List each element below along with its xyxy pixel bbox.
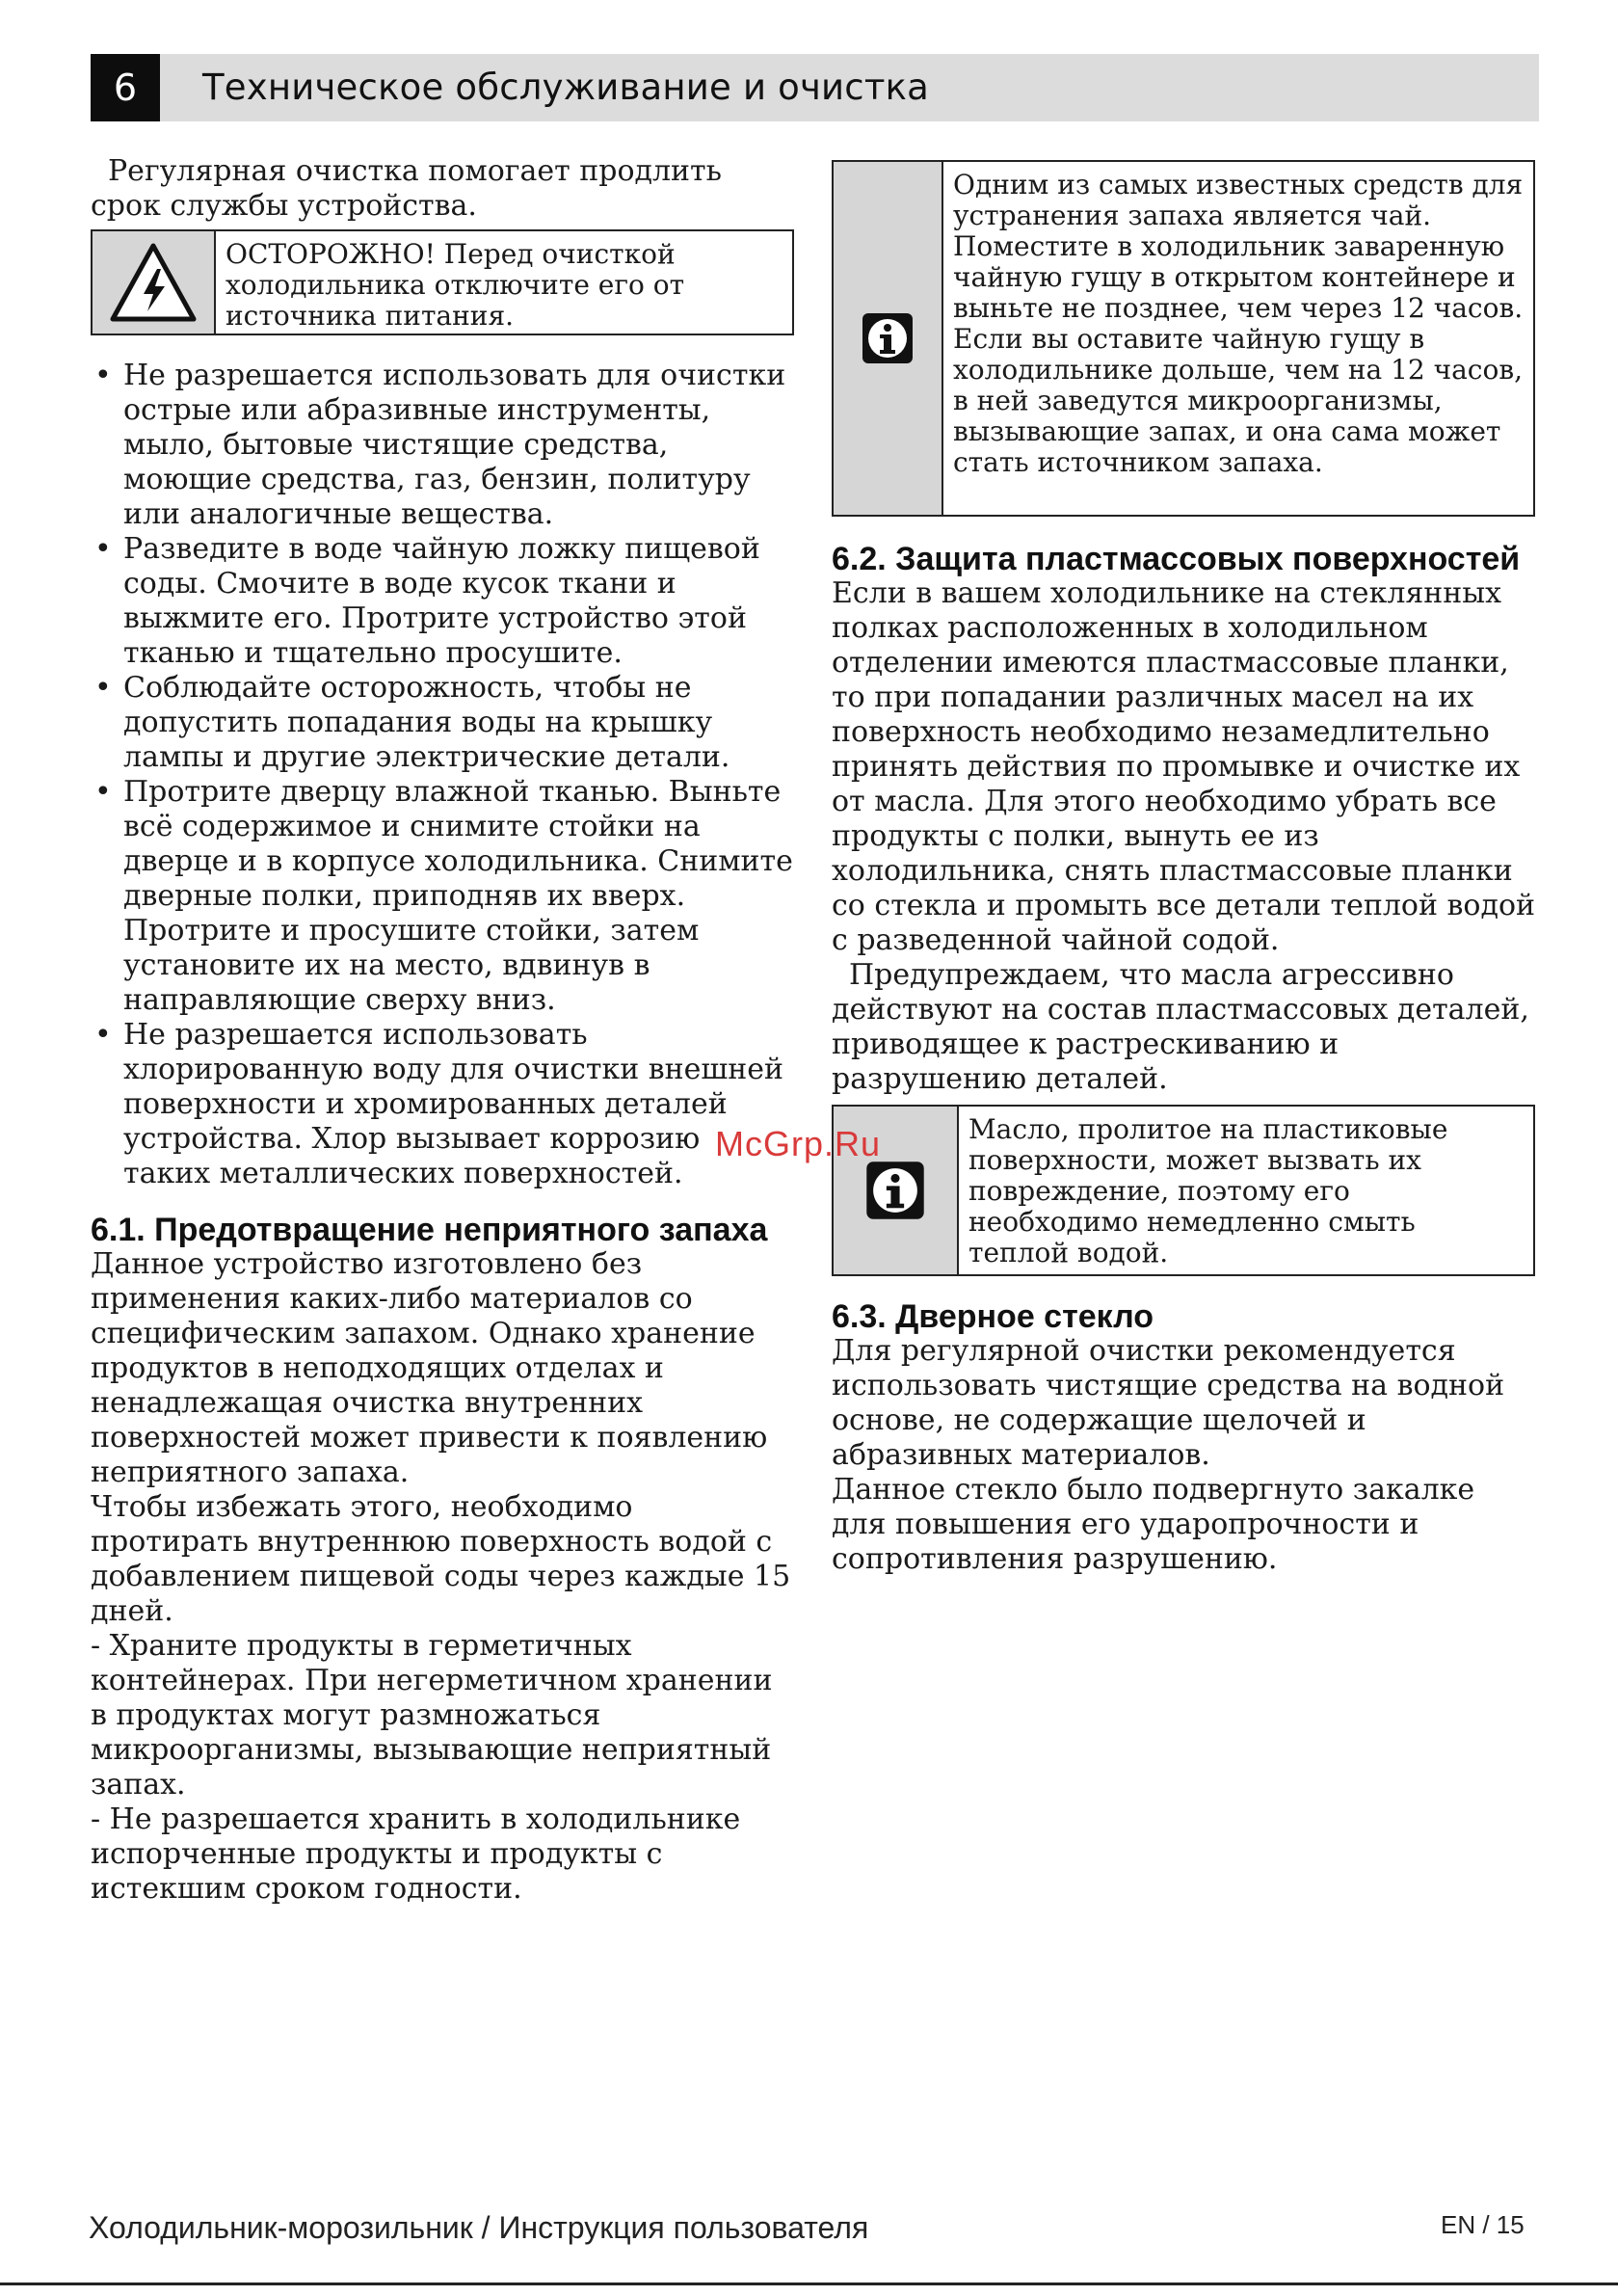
chapter-number: 6 — [91, 54, 160, 121]
list-item: • Протрите дверцу влажной тканью. Выньте всё содержимое и снимите стойки на дверце и в корпусе холодильника. Снимите дверные полки, приподняв их вверх. Протрите и просушите стойки, затем установите их на место, вдвинув в направляющие сверху вниз. — [91, 775, 794, 1018]
warning-icon-cell — [93, 231, 216, 334]
list-item: • Соблюдайте осторожность, чтобы не допустить попадания воды на крышку лампы и другие электрические детали. — [91, 671, 794, 775]
info-icon — [861, 311, 915, 365]
chapter-title: Техническое обслуживание и очистка — [202, 67, 930, 108]
section-6-3-paragraph: Для регулярной очистки рекомендуется использовать чистящие средства на водной основе, не содержащие щелочей и абразивных материалов. — [832, 1334, 1505, 1472]
high-voltage-warning-icon — [109, 242, 198, 323]
footer-page-number: EN / 15 — [1441, 2210, 1525, 2239]
section-6-2-paragraph: Если в вашем холодильнике на стеклянных полках расположенных в холодильном отделении имеются пластмассовые планки, то при попадании различных масел на их поверхность необходимо незамедлительно принять действия по промывке и очистке их от масла. Для этого необходимо убрать все продукты с полки, вынуть ее из холодильника, снять пластмассовые планки со стекла и промыть все детали теплой водой с разведенной чайной содой. — [832, 576, 1536, 957]
footer-document-title: Холодильник-морозильник / Инструкция пользователя — [89, 2210, 869, 2245]
section-6-1-heading: 6.1. Предотвращение неприятного запаха — [91, 1212, 768, 1248]
section-6-2-paragraph: Предупреждаем, что масла агрессивно действуют на состав пластмассовых деталей, приводящее к растрескиванию и разрушению деталей. — [832, 958, 1529, 1096]
info-notice-oil — [832, 1105, 1535, 1276]
intro-paragraph: Регулярная очистка помогает продлить срок службы устройства. — [91, 154, 722, 223]
watermark: McGrp.Ru — [715, 1124, 882, 1163]
footer-divider — [0, 2283, 1618, 2285]
list-item: • Не разрешается использовать хлорированную воду для очистки внешней поверхности и хромированных деталей устройства. Хлор вызывает коррозию таких металлических поверхностей. — [91, 1018, 794, 1191]
section-6-3-heading: 6.3. Дверное стекло — [832, 1298, 1154, 1335]
list-item: • Не разрешается использовать для очистки острые или абразивные инструменты, мыло, бытовые чистящие средства, моющие средства, газ, бензин, политуру или аналогичные вещества. — [91, 359, 794, 532]
section-6-2-heading: 6.2. Защита пластмассовых поверхностей — [832, 541, 1521, 577]
warning-text: ОСТОРОЖНО! Перед очисткой холодильника отключите его от источника питания. — [225, 238, 685, 332]
info-icon — [864, 1160, 926, 1221]
info-text-oil: Масло, пролитое на пластиковые поверхности, может вызвать их повреждение, поэтому его необходимо немедленно смыть теплой водой. — [968, 1113, 1448, 1268]
info-notice-tea — [832, 160, 1535, 517]
cleaning-rules-list — [91, 359, 794, 1191]
section-6-3-paragraph: Данное стекло было подвергнуто закалке для повышения его ударопрочности и сопротивления разрушению. — [832, 1473, 1475, 1576]
right-column — [832, 160, 1535, 1577]
section-6-1-paragraph: - Храните продукты в герметичных контейнерах. При негерметичном хранении в продуктах могут размножаться микроорганизмы, вызывающие неприятный запах. — [91, 1629, 773, 1802]
section-6-1-paragraph: Данное устройство изготовлено без применения каких-либо материалов со специфическим запахом. Однако хранение продуктов в неподходящих отделах и ненадлежащая очистка внутренних поверхностей может привести к появлению неприятного запаха. — [91, 1247, 768, 1489]
info-text-tea: Одним из самых известных средств для устранения запаха является чай. Поместите в холодильник заваренную чайную гущу в открытом контейнере и выньте не позднее, чем через 12 часов. Если вы оставите чайную гущу в холодильнике дольше, чем на 12 часов, в ней заведутся микроорганизмы, вызывающие запах, и она сама может стать источником запаха. — [953, 169, 1524, 478]
warning-notice — [91, 229, 794, 335]
info-icon-cell — [834, 162, 943, 515]
section-6-1-paragraph: Чтобы избежать этого, необходимо протирать внутреннюю поверхность водой с добавлением пищевой соды через каждые 15 дней. — [91, 1490, 791, 1628]
list-item: • Разведите в воде чайную ложку пищевой соды. Смочите в воде кусок ткани и выжмите его. Протрите устройство этой тканью и тщательно просушите. — [91, 532, 794, 671]
left-column — [91, 154, 794, 1907]
section-6-1-paragraph: - Не разрешается хранить в холодильнике испорченные продукты и продукты с истекшим сроком годности. — [91, 1802, 741, 1906]
chapter-header — [91, 54, 1539, 121]
